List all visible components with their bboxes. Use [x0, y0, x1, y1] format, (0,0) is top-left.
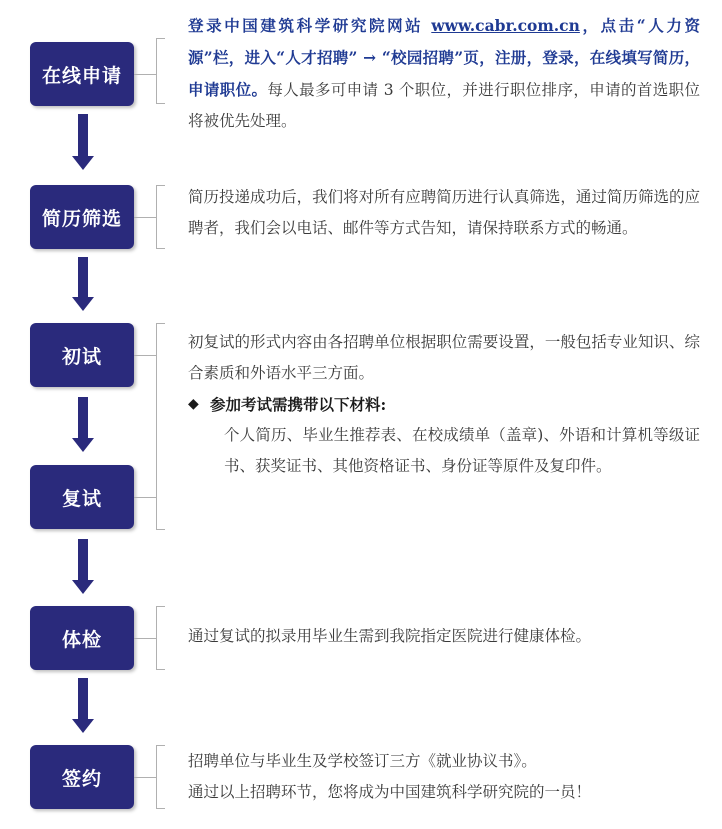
website-link[interactable]: www.cabr.com.cn: [431, 16, 580, 35]
bracket: [156, 185, 169, 249]
apply-description: [188, 10, 700, 137]
diamond-bullet-icon: ◆: [188, 396, 199, 412]
stage-medical-exam: 体检: [30, 606, 134, 670]
connector: [134, 497, 156, 498]
down-arrow-icon: [72, 397, 94, 452]
down-arrow-icon: [72, 539, 94, 594]
materials-list: 个人简历、毕业生推荐表、在校成绩单（盖章)、外语和计算机等级证书、获奖证书、其他资格证书、身份证等原件及复印件。: [224, 426, 700, 475]
bracket: [156, 38, 169, 104]
signing-line-2: 通过以上招聘环节，您将成为中国建筑科学研究院的一员！: [188, 783, 592, 801]
bracket: [156, 745, 169, 809]
down-arrow-icon: [72, 114, 94, 170]
down-arrow-icon: [72, 257, 94, 311]
connector: [134, 355, 156, 356]
apply-instructions-prefix: 登录中国建筑科学研究院网站: [188, 16, 432, 35]
materials-heading: [188, 389, 700, 420]
bracket: [156, 323, 169, 530]
connector: [134, 638, 156, 639]
stage-second-interview: 复试: [30, 465, 134, 529]
apply-note: 每人最多可申请 3 个职位，并进行职位排序，申请的首选职位将被优先处理。: [188, 81, 700, 130]
connector: [134, 777, 156, 778]
interview-intro: 初复试的形式内容由各招聘单位根据职位需要设置，一般包括专业知识、综合素质和外语水平三方面。: [188, 333, 700, 382]
stage-resume-screening: 简历筛选: [30, 185, 134, 249]
down-arrow-icon: [72, 678, 94, 733]
medical-description: 通过复试的拟录用毕业生需到我院指定医院进行健康体检。: [188, 627, 592, 645]
signing-line-1: 招聘单位与毕业生及学校签订三方《就业协议书》。: [188, 752, 537, 770]
materials-title: 参加考试需携带以下材料:: [210, 395, 387, 414]
bracket: [156, 606, 169, 670]
signing-description: [188, 746, 700, 808]
apply-instructions: ，点击“人力资源”栏，进入“人才招聘” → “校园招聘”页，注册，登录，在线填写简历，申请职位。: [188, 16, 700, 99]
connector: [134, 217, 156, 218]
stage-online-apply: 在线申请: [30, 42, 134, 106]
interview-description: [188, 327, 700, 482]
connector: [134, 74, 156, 75]
stage-first-interview: 初试: [30, 323, 134, 387]
stage-signing: 签约: [30, 745, 134, 809]
screening-description: 简历投递成功后，我们将对所有应聘简历进行认真筛选，通过简历筛选的应聘者，我们会以电话、邮件等方式告知，请保持联系方式的畅通。: [188, 188, 700, 237]
